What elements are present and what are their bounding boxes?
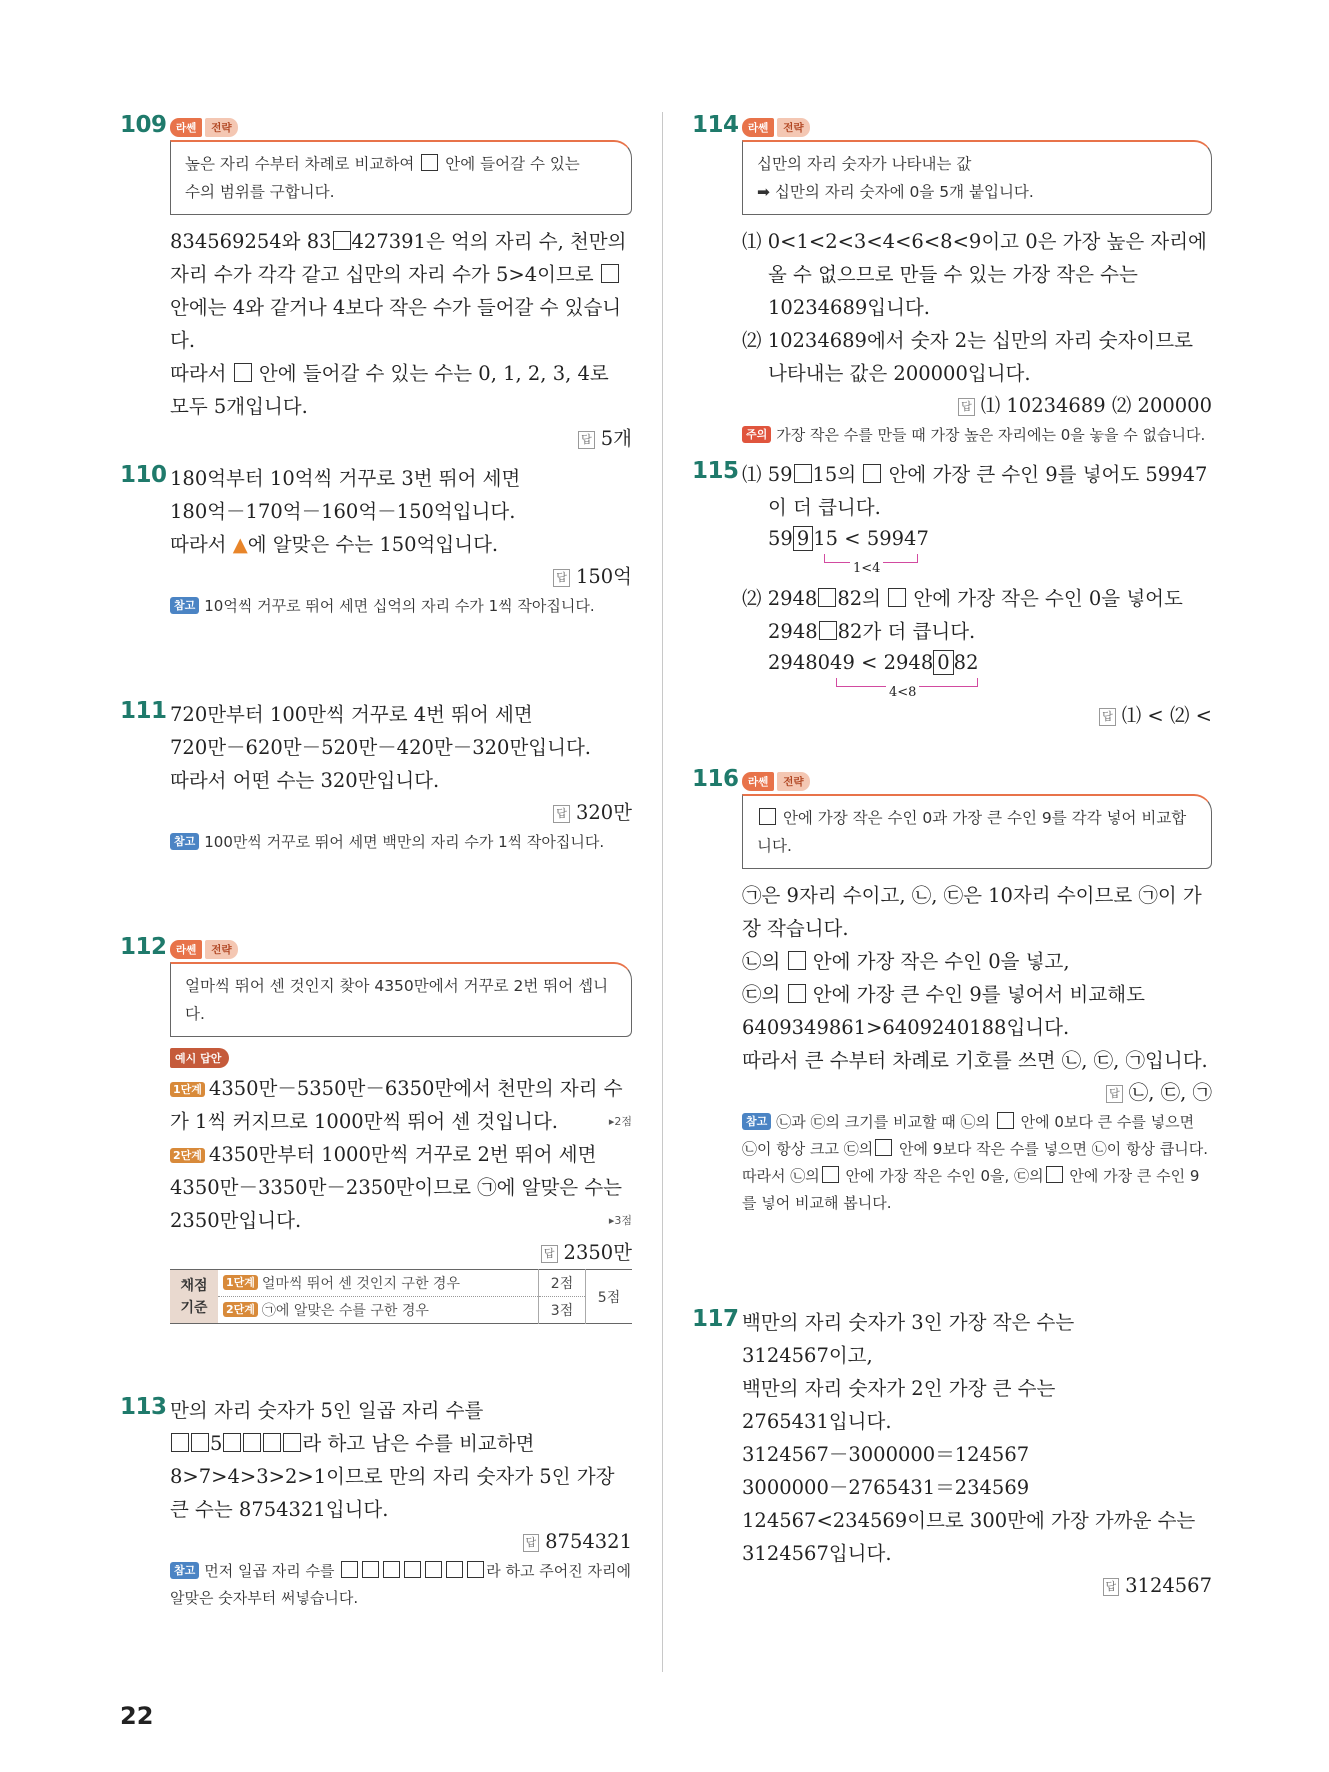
blank-box-icon (888, 588, 906, 607)
text: 안에 가장 큰 수인 9를 넣어도 59947이 더 큽니다. (768, 463, 1208, 519)
solution-text (170, 1394, 632, 1526)
comparison-bracket (768, 678, 1212, 700)
problem-number: 117 (692, 1306, 739, 1332)
strategy-text: 얼마씩 뛰어 센 것인지 찾아 4350만에서 거꾸로 2번 뛰어 셉니다. (185, 977, 609, 1023)
answer-value: 5개 (600, 427, 632, 450)
strategy-tags (170, 112, 632, 140)
strategy-text: 안에 가장 작은 수인 0과 가장 큰 수인 9를 각각 넣어 비교합니다. (757, 809, 1187, 855)
answer-label: 답 (553, 805, 570, 823)
blank-box-icon (997, 1112, 1014, 1129)
text: ㉠은 9자리 수이고, ㉡, ㉢은 10자리 수이므로 ㉠이 가장 작습니다. (742, 884, 1202, 940)
text: 82 (953, 651, 979, 674)
caution-note (742, 422, 1212, 449)
blank-box-icon (283, 1433, 301, 1452)
answer-value: ⑴ 10234689 ⑵ 200000 (980, 394, 1212, 417)
text: 2948 (883, 651, 934, 674)
solution-text (742, 458, 1212, 700)
text: 3124567이고, (742, 1344, 873, 1367)
problem-number: 113 (120, 1394, 167, 1420)
problem-number: 111 (120, 698, 167, 724)
text: ⑴ 0<1<2<3<4<6<8<9이고 0은 가장 높은 자리에 올 수 없으므로 만들 수 있는 가장 작은 수는 10234689입니다. (742, 230, 1207, 319)
text: 따라서 어떤 수는 320만입니다. (170, 769, 440, 792)
answer (742, 1077, 1212, 1109)
solution-text (742, 1306, 1212, 1570)
right-column (692, 112, 1212, 1602)
criterion-points: 2점 (539, 1270, 586, 1297)
bracket-label: 1<4 (850, 552, 883, 585)
text: 15의 (812, 463, 857, 486)
page-number: 22 (120, 1702, 154, 1730)
blank-box-icon (333, 231, 351, 250)
column-divider (662, 112, 663, 1672)
text: 720만－620만－520만－420만－320만입니다. (170, 736, 591, 759)
text: 82가 더 큽니다. (837, 620, 976, 643)
blank-box-icon (794, 464, 812, 483)
blank-box-icon (421, 154, 438, 171)
left-column (120, 112, 632, 1612)
answer-value: ㉡, ㉢, ㉠ (1128, 1081, 1212, 1104)
problem-number: 114 (692, 112, 739, 138)
note-text: 라 하고 주어진 자리에 알맞은 숫자부터 써넣습니다. (170, 1562, 631, 1607)
blank-box-icon (383, 1561, 400, 1578)
points: ▸3점 (608, 1214, 632, 1227)
text: 따라서 (170, 362, 227, 385)
example-answer-tag: 예시 답안 (170, 1048, 229, 1068)
tag-strategy: 전략 (205, 940, 237, 959)
note-text: 먼저 일곱 자리 수를 (204, 1562, 335, 1580)
grading-table (170, 1269, 632, 1324)
problem-112 (120, 934, 632, 1394)
problem-number: 109 (120, 112, 167, 138)
strategy-text: 높은 자리 수부터 차례로 비교하여 (185, 155, 415, 173)
blank-box-icon (171, 1433, 189, 1452)
bracket-label: 4<8 (886, 676, 919, 709)
text: 427391은 억의 자리 수, 천만의 자리 수가 각각 같고 십만의 자리 수가 5>4이므로 (170, 230, 627, 286)
triangle-icon: ▲ (232, 533, 248, 556)
note-label: 참고 (170, 833, 199, 850)
text: 8>7>4>3>2>1이므로 만의 자리 숫자가 5인 가장 큰 수는 8754321입니다. (170, 1465, 615, 1521)
blank-box-icon (788, 951, 806, 970)
note-text: 안에 가장 큰 수인 9를 넣어 비교해 봅니다. (742, 1167, 1200, 1212)
reference-note (170, 1558, 632, 1612)
answer-label: 답 (1103, 1578, 1120, 1596)
text: 안에 들어갈 수 있는 수는 0, 1, 2, 3, 4로 모두 5개입니다. (170, 362, 609, 418)
answer (170, 1237, 632, 1269)
strategy-text: 수의 범위를 구합니다. (185, 183, 335, 201)
problem-number: 116 (692, 766, 739, 792)
text: 2948049 (768, 651, 855, 674)
text: 안에 가장 작은 수인 0을 넣어도 2948 (768, 587, 1183, 643)
blank-box-icon (863, 464, 881, 483)
note-text: ㉡과 ㉢의 크기를 비교할 때 ㉡의 (776, 1113, 991, 1131)
note-text: 10억씩 거꾸로 뛰어 세면 십억의 자리 수가 1씩 작아집니다. (204, 597, 595, 615)
blank-box-icon (467, 1561, 484, 1578)
text: 따라서 큰 수부터 차례로 기호를 쓰면 ㉡, ㉢, ㉠입니다. (742, 1049, 1208, 1072)
answer-value: 8754321 (545, 1530, 632, 1553)
problem-109 (120, 112, 632, 462)
reference-note (170, 593, 632, 620)
text: 4350만－5350만－6350만에서 천만의 자리 수가 1씩 커지므로 1000만씩 뛰어 센 것입니다. (170, 1077, 623, 1133)
note-label: 참고 (170, 597, 199, 614)
text: 라 하고 남은 수를 비교하면 (302, 1432, 535, 1455)
text: 180억부터 10억씩 거꾸로 3번 뛰어 세면 (170, 467, 521, 490)
strategy-tags (742, 112, 1212, 140)
problem-number: 112 (120, 934, 167, 960)
blank-box-icon (875, 1139, 892, 1156)
note-label: 참고 (170, 1562, 199, 1579)
blank-box-icon (362, 1561, 379, 1578)
blank-box-icon (191, 1433, 209, 1452)
text: ⑵ 2948 (742, 587, 818, 610)
boxed-digit: 0 (933, 650, 953, 675)
answer (170, 797, 632, 829)
solution-text (742, 879, 1212, 1077)
text: 4350만부터 1000만씩 거꾸로 2번 뛰어 세면 4350만－3350만－2350만이므로 ㉠에 알맞은 수는 2350만입니다. (170, 1143, 623, 1232)
text: 에 알맞은 수는 150억입니다. (247, 533, 499, 556)
text: 안에 가장 큰 수인 9를 넣어서 비교해도 (812, 983, 1145, 1006)
grading-header: 채점 기준 (170, 1270, 218, 1324)
tag-rassen: 라쎈 (170, 118, 202, 137)
solution-text (742, 225, 1212, 390)
strategy-tags (170, 934, 632, 962)
text: 6409349861>6409240188입니다. (742, 1016, 1070, 1039)
problem-number: 115 (692, 458, 739, 484)
text: 82의 (837, 587, 881, 610)
total-points: 5점 (586, 1270, 633, 1324)
strategy-text: 십만의 자리 숫자가 나타내는 값 (757, 155, 972, 173)
blank-box-icon (446, 1561, 463, 1578)
problem-113 (120, 1394, 632, 1612)
answer-label: 답 (578, 431, 595, 449)
step1-tag: 1단계 (170, 1082, 205, 1097)
text: ㉡의 (742, 950, 781, 973)
text: 안에는 4와 같거나 4보다 작은 수가 들어갈 수 있습니다. (170, 296, 622, 352)
solution-text (170, 1072, 632, 1237)
blank-box-icon (822, 1166, 839, 1183)
answer-value: 3124567 (1125, 1574, 1212, 1597)
strategy-box (742, 794, 1212, 869)
step-tag: 2단계 (223, 1302, 258, 1317)
blank-box-icon (341, 1561, 358, 1578)
text: ㉢의 (742, 983, 781, 1006)
text: 124567<234569이므로 300만에 가장 가까운 수는 3124567입니다. (742, 1509, 1196, 1565)
text: 15 (813, 527, 839, 550)
answer (170, 561, 632, 593)
answer (170, 423, 632, 455)
answer-label: 답 (958, 398, 975, 416)
answer-value: ⑴ < ⑵ < (1121, 704, 1212, 727)
tag-rassen: 라쎈 (742, 118, 774, 137)
text: 2765431입니다. (742, 1410, 892, 1433)
text: 180억－170억－160억－150억입니다. (170, 500, 516, 523)
problem-116 (692, 766, 1212, 1306)
tag-strategy: 전략 (777, 772, 809, 791)
strategy-text: ➡ 십만의 자리 숫자에 0을 5개 붙입니다. (757, 183, 1034, 201)
text: 3000000－2765431＝234569 (742, 1476, 1030, 1499)
problem-117 (692, 1306, 1212, 1602)
blank-box-icon (404, 1561, 421, 1578)
points: ▸2점 (608, 1115, 632, 1128)
reference-note (170, 829, 632, 856)
text: 만의 자리 숫자가 5인 일곱 자리 수를 (170, 1399, 484, 1422)
answer (742, 700, 1212, 732)
note-text: 안에 0보다 큰 수를 넣으면 ㉡이 항상 크고 ㉢의 (742, 1113, 1195, 1158)
boxed-digit: 9 (793, 526, 813, 551)
text: 59 (768, 527, 793, 550)
criterion: 얼마씩 뛰어 센 것인지 구한 경우 (261, 1276, 460, 1292)
problem-number: 110 (120, 462, 167, 488)
problem-115 (692, 458, 1212, 766)
strategy-box (742, 140, 1212, 215)
note-text: 안에 9보다 작은 수를 넣으면 ㉡이 항상 큽니다. (899, 1140, 1209, 1158)
answer-value: 2350만 (563, 1241, 632, 1264)
blank-box-icon (243, 1433, 261, 1452)
tag-strategy: 전략 (777, 118, 809, 137)
text: 백만의 자리 숫자가 2인 가장 큰 수는 (742, 1377, 1056, 1400)
reference-note (742, 1109, 1212, 1217)
blank-box-icon (819, 621, 837, 640)
blank-box-icon (759, 808, 776, 825)
criterion-points: 3점 (539, 1297, 586, 1324)
answer-value: 320만 (575, 801, 632, 824)
operator: < (861, 651, 878, 674)
strategy-tags (742, 766, 1212, 794)
text: 59947 (866, 527, 929, 550)
blank-box-icon (263, 1433, 281, 1452)
blank-box-icon (818, 588, 836, 607)
solution-text (170, 225, 632, 423)
solution-text (170, 462, 632, 561)
text: 3124567－3000000＝124567 (742, 1443, 1030, 1466)
blank-box-icon (425, 1561, 442, 1578)
blank-box-icon (601, 264, 619, 283)
tag-rassen: 라쎈 (170, 940, 202, 959)
strategy-box (170, 140, 632, 215)
blank-box-icon (234, 363, 252, 382)
caution-label: 주의 (742, 426, 771, 443)
comparison-2 (742, 648, 1212, 700)
step-tag: 1단계 (223, 1275, 258, 1290)
answer (742, 390, 1212, 422)
operator: < (844, 527, 861, 550)
text: 5 (210, 1432, 223, 1455)
answer-label: 답 (1106, 1085, 1123, 1103)
blank-box-icon (788, 984, 806, 1003)
blank-box-icon (1046, 1166, 1063, 1183)
comparison-bracket (768, 554, 1212, 576)
problem-110 (120, 462, 632, 698)
note-text: 100만씩 거꾸로 뛰어 세면 백만의 자리 수가 1씩 작아집니다. (204, 833, 605, 851)
text: 백만의 자리 숫자가 3인 가장 작은 수는 (742, 1311, 1075, 1334)
answer-label: 답 (1099, 708, 1116, 726)
note-text: 안에 가장 작은 수인 0을, ㉢의 (845, 1167, 1044, 1185)
answer (742, 1570, 1212, 1602)
text: ⑴ 59 (742, 463, 793, 486)
problem-111 (120, 698, 632, 934)
answer-label: 답 (553, 569, 570, 587)
answer-label: 답 (523, 1534, 540, 1552)
problem-114 (692, 112, 1212, 458)
answer-value: 150억 (575, 565, 632, 588)
comparison-1 (742, 524, 1212, 576)
text: ⑵ 10234689에서 숫자 2는 십만의 자리 숫자이므로 나타내는 값은 200000입니다. (742, 329, 1193, 385)
tag-strategy: 전략 (205, 118, 237, 137)
note-label: 참고 (742, 1113, 771, 1130)
caution-text: 가장 작은 수를 만들 때 가장 높은 자리에는 0을 놓을 수 없습니다. (776, 426, 1206, 444)
blank-box-icon (223, 1433, 241, 1452)
text: 834569254와 83 (170, 230, 332, 253)
strategy-text: 안에 들어갈 수 있는 (445, 155, 580, 173)
answer (170, 1526, 632, 1558)
solution-text (170, 698, 632, 797)
step2-tag: 2단계 (170, 1148, 205, 1163)
tag-rassen: 라쎈 (742, 772, 774, 791)
note-text: 따라서 ㉡의 (742, 1167, 820, 1185)
text: 720만부터 100만씩 거꾸로 4번 뛰어 세면 (170, 703, 533, 726)
answer-label: 답 (541, 1245, 558, 1263)
text: 안에 가장 작은 수인 0을 넣고, (812, 950, 1070, 973)
criterion: ㉠에 알맞은 수를 구한 경우 (261, 1303, 429, 1319)
strategy-box (170, 962, 632, 1037)
text: 따라서 (170, 533, 227, 556)
